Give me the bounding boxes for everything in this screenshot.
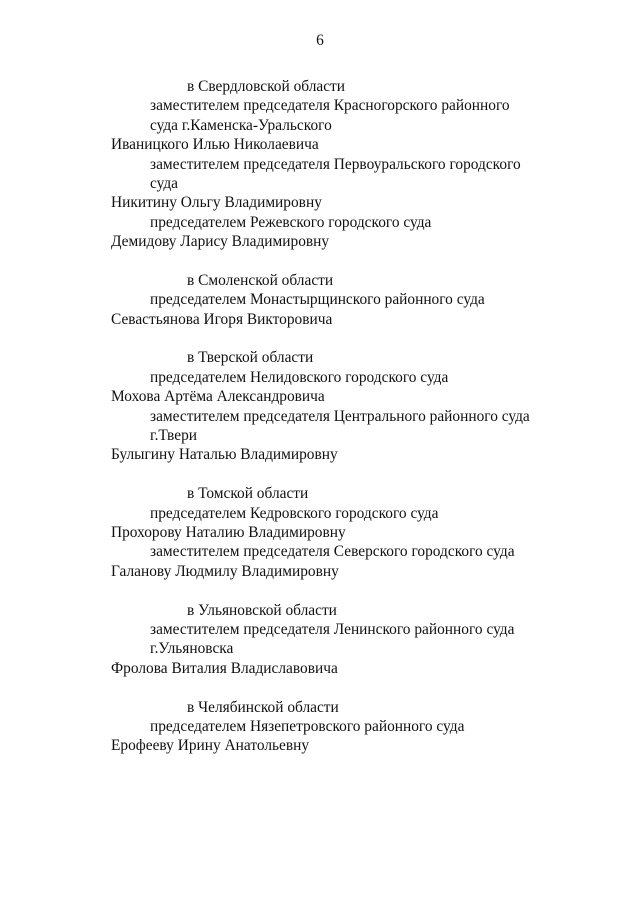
person-name: Севастьянова Игоря Викторовича [111,310,333,328]
region-section [0,271,640,329]
appointment-entry [0,96,640,154]
person-name: Галанову Людмилу Владимировну [111,562,339,580]
region-heading: в Тверской области [187,349,314,367]
position-line: председателем Нязепетровского районного суда [150,717,465,735]
position-line: заместителем председателя Северского городского суда [150,543,515,561]
person-name: Булыгину Наталью Владимировну [111,446,338,464]
section-spacer [0,329,640,348]
appointment-entry [0,504,640,543]
appointment-entry [0,542,640,581]
appointment-entry [0,620,640,678]
person-name: Мохова Артёма Александровича [111,388,325,406]
appointment-entry [0,407,640,465]
region-heading: в Челябинской области [187,698,339,716]
position-line: суда [150,174,179,192]
position-line: суда г.Каменска-Уральского [150,116,332,134]
position-line: г.Твери [150,427,197,445]
appointment-entry [0,368,640,407]
person-name: Прохорову Наталию Владимировну [111,523,346,541]
section-spacer [0,252,640,271]
position-line: г.Ульяновска [150,640,234,658]
position-line: председателем Нелидовского городского суда [150,368,449,386]
region-heading: в Смоленской области [187,271,334,289]
region-section [0,698,640,756]
position-line: председателем Кедровского городского суда [150,504,439,522]
region-section [0,601,640,679]
appointment-entry [0,213,640,252]
position-line: заместителем председателя Центрального районного суда [150,407,530,425]
section-spacer [0,678,640,697]
region-section [0,484,640,581]
position-line: председателем Монастырщинского районного суда [150,291,485,309]
appointment-entry [0,717,640,756]
region-heading: в Томской области [187,485,309,503]
appointment-entry [0,290,640,329]
person-name: Демидову Ларису Владимировну [111,233,330,251]
position-line: заместителем председателя Ленинского районного суда [150,620,515,638]
page-number: 6 [316,32,324,49]
person-name: Иваницкого Илью Николаевича [111,136,319,154]
section-spacer [0,465,640,484]
person-name: Фролова Виталия Владиславовича [111,659,338,677]
appointment-entry [0,155,640,213]
region-section [0,77,640,252]
region-heading: в Свердловской области [187,78,346,95]
person-name: Ерофееву Ирину Анатольевну [111,737,310,755]
position-line: заместителем председателя Первоуральского городского [150,155,521,173]
region-heading: в Ульяновской области [187,601,337,619]
person-name: Никитину Ольгу Владимировну [111,194,322,212]
position-line: заместителем председателя Красногорского районного [150,97,510,115]
document-body [0,77,640,756]
section-spacer [0,581,640,600]
position-line: председателем Режевского городского суда [150,213,432,231]
region-section [0,348,640,464]
